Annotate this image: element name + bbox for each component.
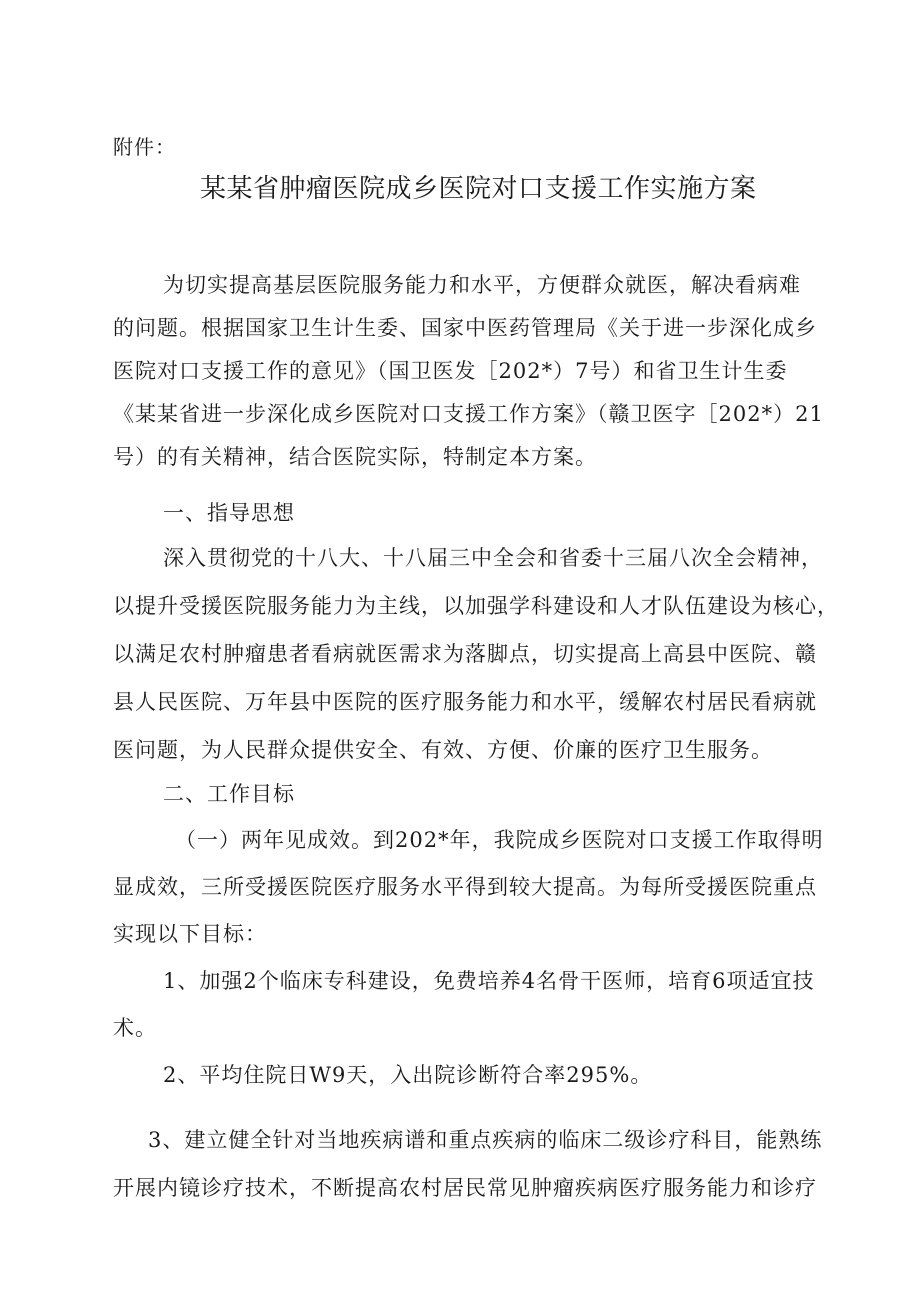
paragraph-line: 号）的有关精神，结合医院实际，特制定本方案。 (113, 445, 597, 469)
paragraph-line: 3、建立健全针对当地疾病谱和重点疾病的临床二级诊疗科目，能熟练 (148, 1128, 823, 1152)
paragraph-line: 开展内镜诊疗技术，不断提高农村居民常见肿瘤疾病医疗服务能力和诊疗 (113, 1176, 817, 1200)
paragraph-line: （一）两年见成效。到202*年，我院成乡医院对口支援工作取得明 (175, 828, 824, 852)
paragraph-line: 的问题。根据国家卫生计生委、国家中医药管理局《关于进一步深化成乡 (113, 316, 817, 340)
section-heading: 二、工作目标 (163, 782, 295, 806)
document-title: 某某省肿瘤医院成乡医院对口支援工作实施方案 (200, 174, 757, 204)
paragraph-line: 县人民医院、万年县中医院的医疗服务能力和水平，缓解农村居民看病就 (113, 690, 817, 714)
section-heading: 一、指导思想 (163, 501, 295, 525)
paragraph-line: 实现以下目标： (113, 922, 267, 946)
paragraph-line: 为切实提高基层医院服务能力和水平，方便群众就医，解决看病难 (163, 273, 801, 297)
paragraph-line: 医问题，为人民群众提供安全、有效、方便、价廉的医疗卫生服务。 (113, 738, 773, 762)
paragraph-line: 显成效，三所受援医院医疗服务水平得到较大提高。为每所受援医院重点 (113, 875, 817, 899)
paragraph-line: 《某某省进一步深化成乡医院对口支援工作方案》（赣卫医字［202*）21 (113, 402, 824, 426)
paragraph-line: 术。 (113, 1016, 157, 1040)
paragraph-line: 以提升受援医院服务能力为主线，以加强学科建设和人才队伍建设为核心， (113, 594, 839, 618)
paragraph-line: 深入贯彻党的十八大、十八届三中全会和省委十三届八次全会精神， (163, 546, 823, 570)
paragraph-line: 医院对口支援工作的意见》（国卫医发［202*）7号）和省卫生计生委 (113, 359, 788, 383)
paragraph-line: 2、平均住院日W9天，入出院诊断符合率295%。 (163, 1063, 653, 1087)
attachment-label: 附件： (113, 135, 176, 159)
paragraph-line: 1、加强2个临床专科建设，免费培养4名骨干医师，培育6项适宜技 (163, 969, 815, 993)
paragraph-line: 以满足农村肿瘤患者看病就医需求为落脚点，切实提高上高县中医院、赣 (113, 642, 817, 666)
